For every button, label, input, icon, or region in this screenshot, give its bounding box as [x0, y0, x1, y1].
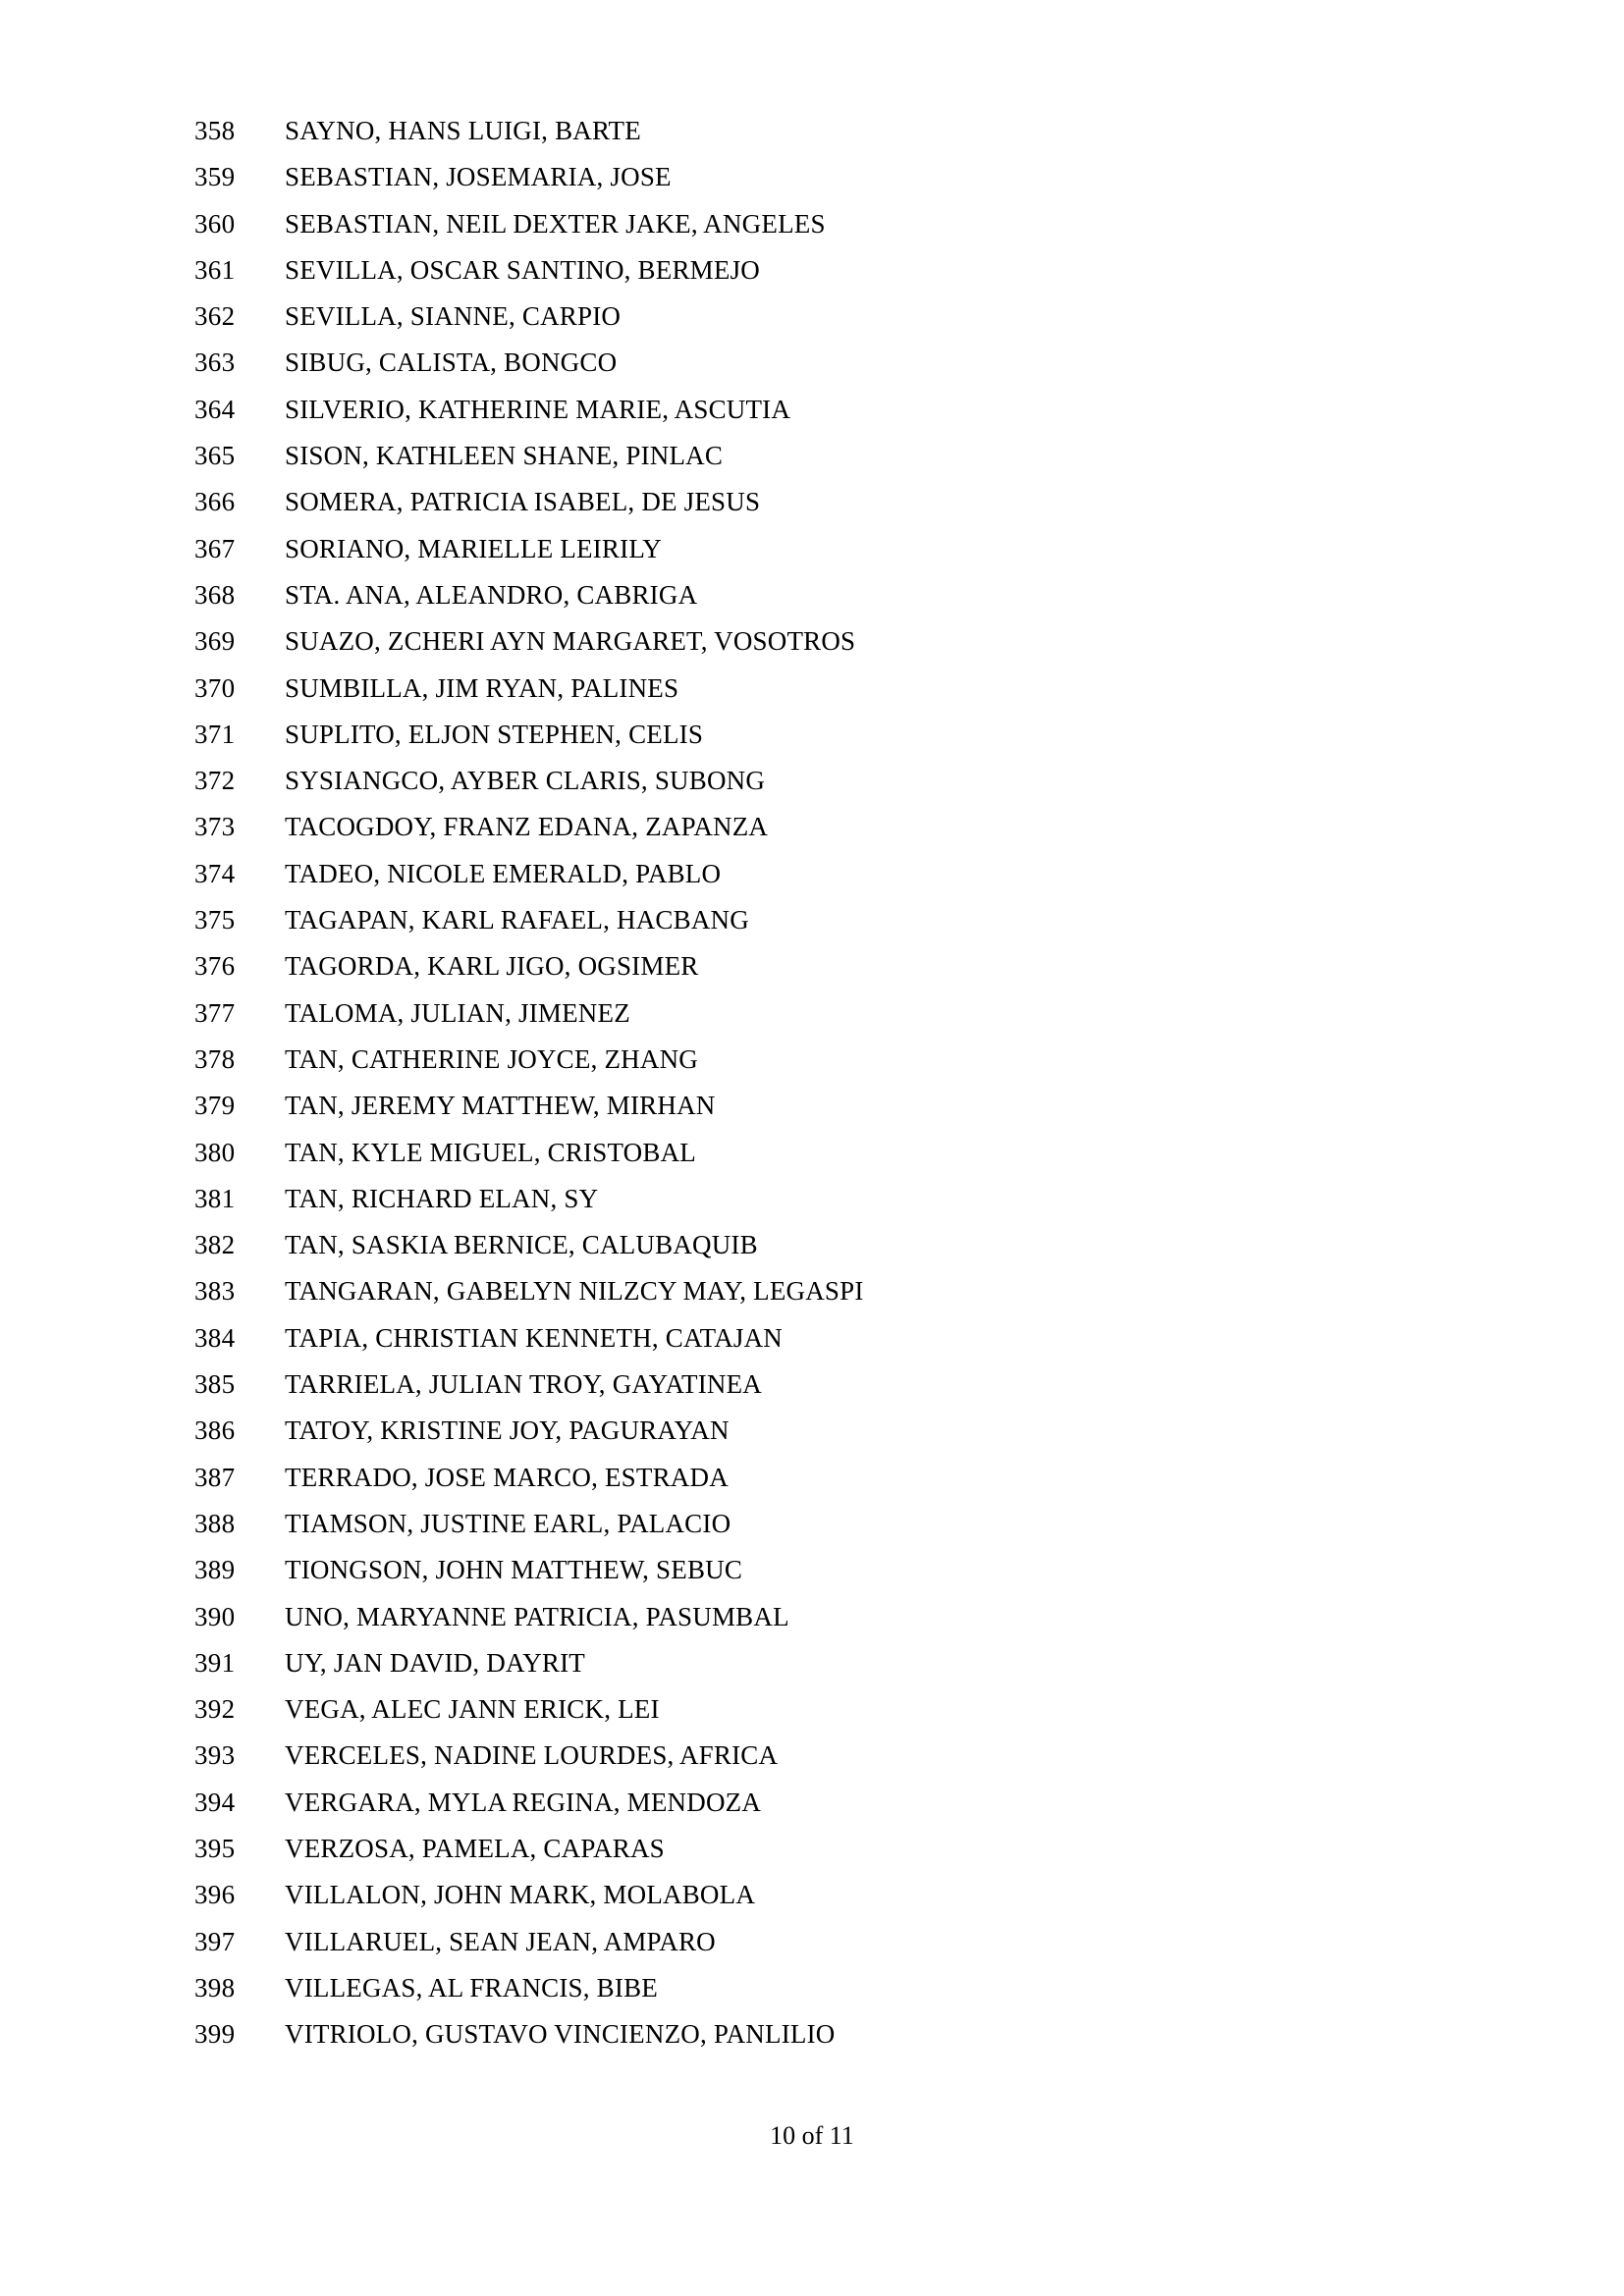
list-item-name: STA. ANA, ALEANDRO, CABRIGA	[285, 579, 698, 610]
list-item-number: 380	[194, 1137, 236, 1167]
list-item-name: TIAMSON, JUSTINE EARL, PALACIO	[285, 1508, 731, 1538]
list-item	[147, 1555, 1477, 1601]
list-item-number: 387	[194, 1462, 236, 1492]
list-item	[147, 1788, 1477, 1834]
list-item-name: UY, JAN DAVID, DAYRIT	[285, 1647, 585, 1678]
list-item-number: 360	[194, 208, 236, 239]
list-item-number: 372	[194, 766, 236, 796]
list-item-name: TAN, RICHARD ELAN, SY	[285, 1183, 599, 1213]
list-item-number: 376	[194, 951, 236, 982]
list-item-name: SYSIANGCO, AYBER CLARIS, SUBONG	[285, 766, 766, 796]
list-item-number: 386	[194, 1415, 236, 1446]
list-item-number: 370	[194, 672, 236, 703]
list-item-number: 392	[194, 1694, 236, 1725]
list-item-number: 371	[194, 719, 236, 749]
list-item	[147, 1463, 1477, 1509]
list-item-number: 359	[194, 162, 236, 192]
list-item	[147, 1323, 1477, 1369]
list-item	[147, 1415, 1477, 1462]
list-item-number: 388	[194, 1508, 236, 1538]
list-item-name: VERCELES, NADINE LOURDES, AFRICA	[285, 1740, 779, 1771]
list-item-number: 389	[194, 1555, 236, 1585]
list-item-number: 391	[194, 1647, 236, 1678]
list-item	[147, 487, 1477, 533]
list-item-number: 396	[194, 1880, 236, 1910]
list-item	[147, 580, 1477, 626]
list-item-number: 362	[194, 301, 236, 332]
list-item-name: SUMBILLA, JIM RYAN, PALINES	[285, 672, 679, 703]
list-item-name: TAN, KYLE MIGUEL, CRISTOBAL	[285, 1137, 696, 1167]
list-item	[147, 812, 1477, 858]
list-item-number: 381	[194, 1183, 236, 1213]
list-item-number: 366	[194, 487, 236, 517]
list-item	[147, 766, 1477, 812]
list-item-number: 365	[194, 441, 236, 471]
list-item	[147, 951, 1477, 997]
list-item-name: TAGORDA, KARL JIGO, OGSIMER	[285, 951, 699, 982]
page-footer: 10 of 11	[770, 2121, 854, 2150]
list-item	[147, 998, 1477, 1044]
list-item-number: 377	[194, 997, 236, 1028]
list-item	[147, 1927, 1477, 1973]
list-item	[147, 1230, 1477, 1276]
list-item-name: SILVERIO, KATHERINE MARIE, ASCUTIA	[285, 394, 791, 424]
list-item-number: 367	[194, 533, 236, 563]
list-item-number: 361	[194, 254, 236, 285]
list-item-name: TAPIA, CHRISTIAN KENNETH, CATAJAN	[285, 1322, 784, 1353]
list-item-number: 368	[194, 579, 236, 610]
list-item-number: 383	[194, 1276, 236, 1307]
list-item	[147, 1834, 1477, 1880]
list-item-name: SUAZO, ZCHERI AYN MARGARET, VOSOTROS	[285, 626, 856, 657]
list-item-name: SORIANO, MARIELLE LEIRILY	[285, 533, 663, 563]
list-item-name: TARRIELA, JULIAN TROY, GAYATINEA	[285, 1369, 762, 1400]
list-item-name: VILLALON, JOHN MARK, MOLABOLA	[285, 1880, 756, 1910]
list-item	[147, 255, 1477, 301]
list-item	[147, 301, 1477, 347]
list-item-name: SAYNO, HANS LUIGI, BARTE	[285, 116, 641, 145]
list-item-number: 369	[194, 626, 236, 657]
list-item-number: 395	[194, 1833, 236, 1863]
list-item	[147, 1091, 1477, 1137]
list-item-name: VILLARUEL, SEAN JEAN, AMPARO	[285, 1926, 716, 1956]
list-item-name: TALOMA, JULIAN, JIMENEZ	[285, 997, 630, 1028]
list-item	[147, 1138, 1477, 1184]
list-item-name: SEBASTIAN, NEIL DEXTER JAKE, ANGELES	[285, 208, 826, 239]
list-item-name: VITRIOLO, GUSTAVO VINCIENZO, PANLILIO	[285, 2019, 836, 2050]
list-item-name: TAN, CATHERINE JOYCE, ZHANG	[285, 1043, 698, 1074]
list-item	[147, 1044, 1477, 1091]
list-item-name: SUPLITO, ELJON STEPHEN, CELIS	[285, 719, 704, 749]
list-item-name: VILLEGAS, AL FRANCIS, BIBE	[285, 1972, 658, 2002]
list-item-name: TAGAPAN, KARL RAFAEL, HACBANG	[285, 905, 749, 935]
list-item-name: SOMERA, PATRICIA ISABEL, DE JESUS	[285, 487, 761, 517]
list-item	[147, 1648, 1477, 1694]
list-item-number: 378	[194, 1043, 236, 1074]
list-item	[147, 209, 1477, 255]
list-item	[147, 395, 1477, 441]
list-item-name: TANGARAN, GABELYN NILZCY MAY, LEGASPI	[285, 1276, 864, 1307]
list-item-number: 374	[194, 858, 236, 888]
list-item-number: 375	[194, 905, 236, 935]
list-item	[147, 162, 1477, 208]
list-item-number: 384	[194, 1322, 236, 1353]
list-item-name: TACOGDOY, FRANZ EDANA, ZAPANZA	[285, 812, 769, 842]
list-item	[147, 905, 1477, 951]
list-item	[147, 1369, 1477, 1415]
list-item	[147, 347, 1477, 394]
list-item	[147, 859, 1477, 905]
list-item-number: 390	[194, 1601, 236, 1631]
list-item-name: VEGA, ALEC JANN ERICK, LEI	[285, 1694, 660, 1725]
list-item-name: VERGARA, MYLA REGINA, MENDOZA	[285, 1787, 762, 1817]
list-item	[147, 1880, 1477, 1926]
list-item	[147, 534, 1477, 580]
list-item	[147, 1602, 1477, 1648]
list-item-name: UNO, MARYANNE PATRICIA, PASUMBAL	[285, 1601, 789, 1631]
list-item	[147, 1694, 1477, 1740]
list-item	[147, 1184, 1477, 1230]
list-item	[147, 1973, 1477, 2019]
list-item-name: TIONGSON, JOHN MATTHEW, SEBUC	[285, 1555, 743, 1585]
list-item	[147, 720, 1477, 766]
list-item	[147, 1509, 1477, 1555]
list-item-number: 398	[194, 1972, 236, 2002]
list-item-number: 394	[194, 1787, 236, 1817]
list-item	[147, 116, 1477, 162]
name-list	[147, 116, 1477, 2065]
list-item-number: 373	[194, 812, 236, 842]
list-item-number: 397	[194, 1926, 236, 1956]
list-item-number: 363	[194, 347, 236, 378]
list-item-name: SIBUG, CALISTA, BONGCO	[285, 347, 618, 378]
list-item-name: TADEO, NICOLE EMERALD, PABLO	[285, 858, 722, 888]
list-item	[147, 1740, 1477, 1787]
list-item	[147, 673, 1477, 720]
list-item	[147, 626, 1477, 672]
list-item-name: SEVILLA, SIANNE, CARPIO	[285, 301, 622, 332]
list-item-number: 385	[194, 1369, 236, 1400]
list-item	[147, 2019, 1477, 2065]
list-item-number: 358	[194, 116, 236, 145]
list-item-name: TAN, JEREMY MATTHEW, MIRHAN	[285, 1091, 716, 1121]
list-item-name: SEBASTIAN, JOSEMARIA, JOSE	[285, 162, 672, 192]
list-item-number: 393	[194, 1740, 236, 1771]
list-item-name: TAN, SASKIA BERNICE, CALUBAQUIB	[285, 1230, 758, 1260]
list-item	[147, 441, 1477, 487]
list-item-name: SEVILLA, OSCAR SANTINO, BERMEJO	[285, 254, 760, 285]
list-item-name: VERZOSA, PAMELA, CAPARAS	[285, 1833, 665, 1863]
list-item-number: 364	[194, 394, 236, 424]
list-item-name: SISON, KATHLEEN SHANE, PINLAC	[285, 441, 724, 471]
list-item-number: 399	[194, 2019, 236, 2050]
list-item	[147, 1276, 1477, 1322]
list-item-number: 379	[194, 1091, 236, 1121]
list-item-name: TATOY, KRISTINE JOY, PAGURAYAN	[285, 1415, 730, 1446]
list-item-name: TERRADO, JOSE MARCO, ESTRADA	[285, 1462, 729, 1492]
list-item-number: 382	[194, 1230, 236, 1260]
